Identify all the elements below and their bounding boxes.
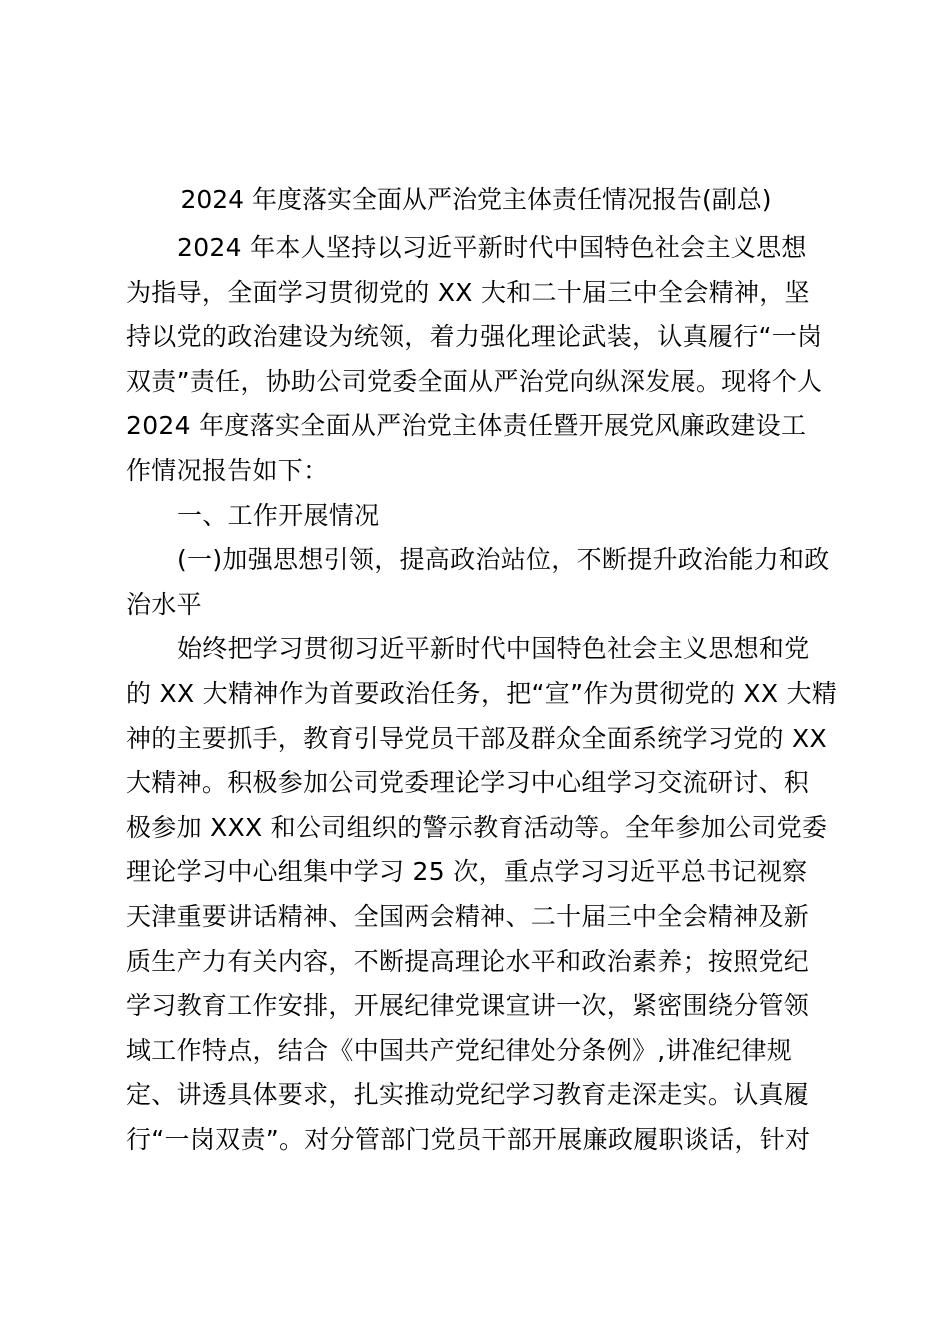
body-line: 2024 年度落实全面从严治党主体责任暨开展党风廉政建设工: [126, 411, 807, 441]
body-line: 理论学习中心组集中学习 25 次，重点学习习近平总书记视察: [126, 857, 808, 887]
body-line: 质生产力有关内容，不断提高理论水平和政治素养；按照党纪: [126, 946, 810, 976]
body-line: 域工作特点，结合《中国共产党纪律处分条例》,讲准纪律规: [126, 1035, 793, 1065]
body-line: 的 XX 大精神作为首要政治任务，把“宣”作为贯彻党的 XX 大精: [126, 678, 838, 708]
body-line: 双责”责任，协助公司党委全面从严治党向纵深发展。现将个人: [126, 366, 823, 396]
body-line: 治水平: [126, 589, 202, 619]
body-line: 学习教育工作安排，开展纪律党课宣讲一次，紧密围绕分管领: [126, 991, 810, 1021]
body-line: 行“一岗双责”。对分管部门党员干部开展廉政履职谈话，针对: [126, 1124, 811, 1154]
body-line: 持以党的政治建设为统领，着力强化理论武装，认真履行“一岗: [126, 322, 823, 352]
body-line: 始终把学习贯彻习近平新时代中国特色社会主义思想和党: [177, 634, 810, 664]
body-line: 作情况报告如下：: [126, 455, 329, 485]
body-line: 定、讲透具体要求，扎实推动党纪学习教育走深走实。认真履: [126, 1080, 810, 1110]
document-title: 2024 年度落实全面从严治党主体责任情况报告(副总): [180, 185, 772, 214]
body-line: 2024 年本人坚持以习近平新时代中国特色社会主义思想: [177, 233, 807, 262]
body-line: 一、工作开展情况: [177, 500, 380, 530]
body-line: 神的主要抓手，教育引导党员干部及群众全面系统学习党的 XX: [126, 723, 827, 753]
body-line: 天津重要讲话精神、全国两会精神、二十届三中全会精神及新: [126, 901, 810, 931]
body-line: 大精神。积极参加公司党委理论学习中心组学习交流研讨、积: [126, 768, 810, 798]
body-line: 为指导，全面学习贯彻党的 XX 大和二十届三中全会精神，坚: [126, 277, 810, 307]
document-body: [126, 226, 838, 1162]
body-line: 极参加 XXX 和公司组织的警示教育活动等。全年参加公司党委: [126, 812, 828, 842]
body-line: (一)加强思想引领，提高政治站位，不断提升政治能力和政: [177, 545, 830, 575]
